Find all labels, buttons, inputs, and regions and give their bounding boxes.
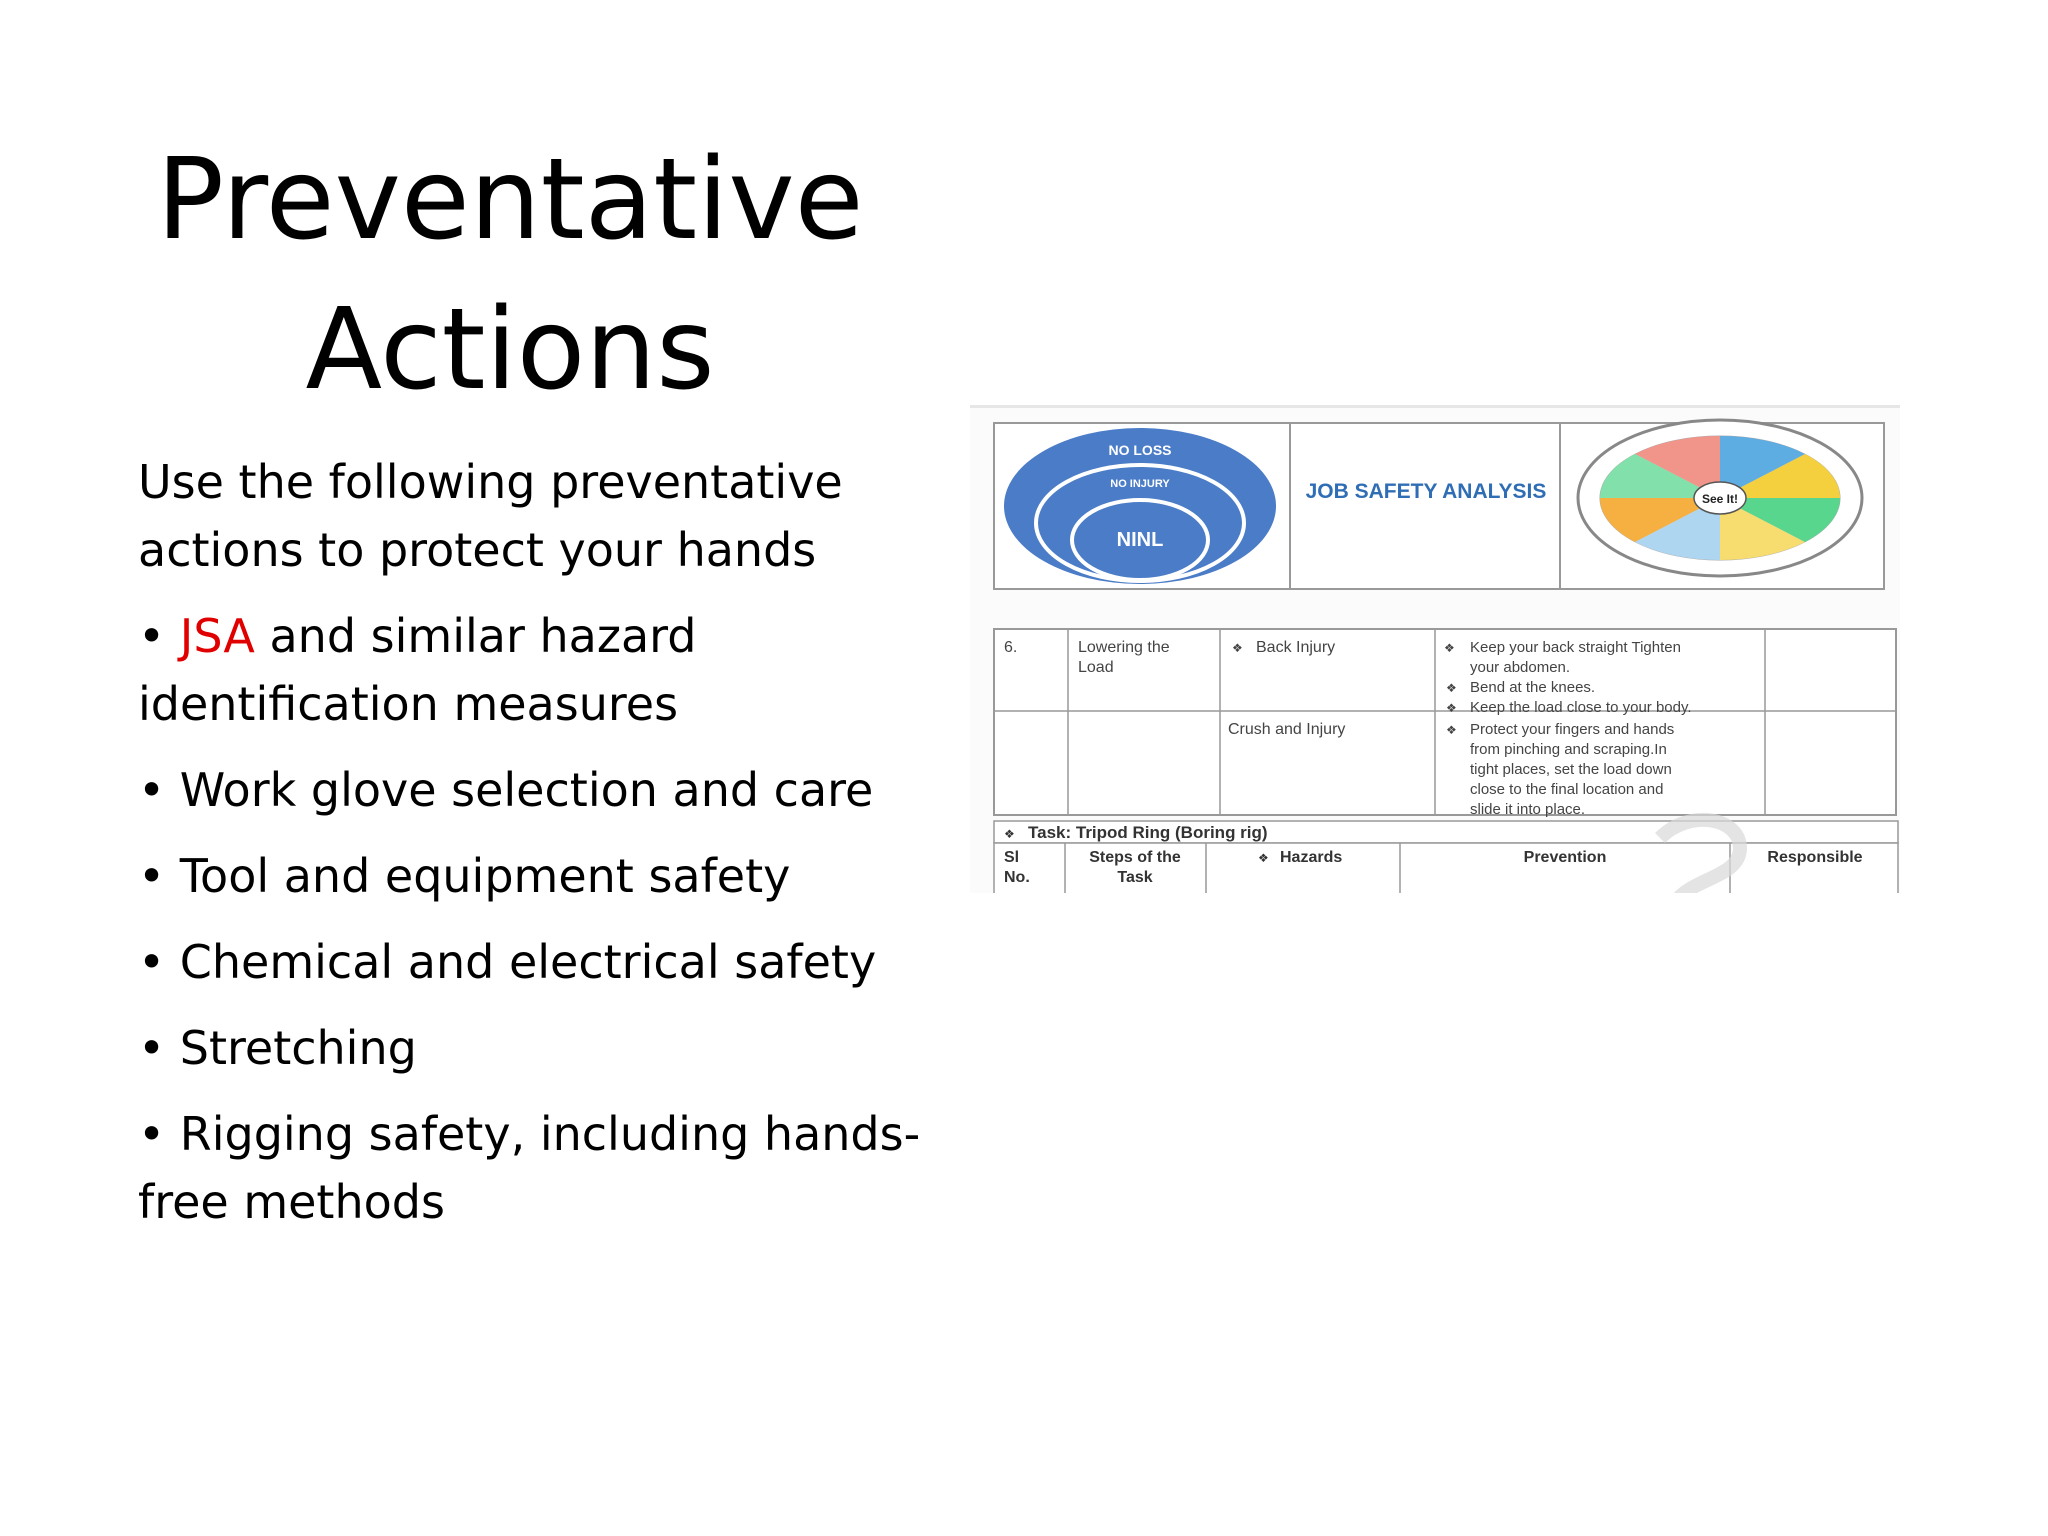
bullet-work-glove (138, 756, 938, 824)
bullet-text: Stretching (179, 1021, 417, 1075)
task-label: Task: Tripod Ring (Boring rig) (1028, 823, 1268, 842)
diamond-icon: ❖ (1446, 723, 1457, 737)
prevention-line: your abdomen. (1470, 659, 1571, 676)
prevention-line: from pinching and scraping.In (1470, 741, 1667, 758)
jsa-document-graphic (970, 408, 1900, 893)
bullet-marker: • (138, 609, 180, 663)
col-header-prevention: Prevention (1523, 849, 1607, 866)
prevention-line: tight places, set the load down (1470, 761, 1672, 778)
col-header-task: Task (1117, 869, 1153, 886)
intro-paragraph (138, 448, 938, 584)
logo-inner-text: NINL (1116, 529, 1164, 551)
bullet-marker: • (138, 935, 180, 989)
wheel-center-text: See It! (1701, 492, 1739, 506)
bullet-marker: • (138, 1107, 180, 1161)
bullet-jsa-rest: and similar hazard (254, 609, 697, 663)
jsa-header-title: JOB SAFETY ANALYSIS (1305, 480, 1547, 503)
ninl-logo (1004, 428, 1276, 584)
bullet-marker: • (138, 763, 180, 817)
bullet-marker: • (138, 1021, 180, 1075)
diamond-icon: ❖ (1232, 641, 1243, 655)
prevention-line: Keep the load close to your body. (1470, 699, 1692, 716)
logo-outer-text: NO LOSS (1108, 442, 1172, 458)
title-line-1: Preventative (156, 135, 864, 266)
step-line-2: Load (1078, 659, 1114, 676)
title-line-2: Actions (305, 285, 715, 416)
bullet-jsa (138, 602, 938, 738)
hazard-back-injury: Back Injury (1256, 639, 1336, 656)
bullet-jsa-line-1 (138, 602, 938, 670)
step-line-1: Lowering the (1078, 639, 1170, 656)
prevention-line: close to the final location and (1470, 781, 1664, 798)
jsa-table (994, 629, 1898, 893)
bullet-stretching (138, 1014, 938, 1082)
col-header-steps: Steps of the (1089, 849, 1181, 866)
prevention-line: Protect your fingers and hands (1470, 721, 1675, 738)
slide-title (60, 125, 960, 425)
diamond-icon: ❖ (1258, 851, 1269, 865)
jsa-document-image (970, 405, 1900, 893)
diamond-icon: ❖ (1444, 641, 1455, 655)
diamond-icon: ❖ (1446, 681, 1457, 695)
bullet-chemical-safety (138, 928, 938, 996)
prevention-line: Keep your back straight Tighten (1470, 639, 1681, 656)
bullet-marker: • (138, 849, 180, 903)
col-header-hazards: Hazards (1280, 849, 1343, 866)
see-it-wheel-icon (1578, 420, 1862, 576)
bullet-text: Chemical and electrical safety (179, 935, 877, 989)
bullet-text: Tool and equipment safety (179, 849, 791, 903)
col-header-sl: Sl (1004, 849, 1020, 866)
bullet-rigging-safety (138, 1100, 938, 1236)
col-header-responsible: Responsible (1767, 849, 1863, 866)
diamond-icon: ❖ (1446, 701, 1457, 715)
slide-body (138, 448, 938, 1254)
bullet-text: Rigging safety, including hands- (179, 1107, 921, 1161)
diamond-icon: ❖ (1004, 827, 1015, 841)
prevention-line: slide it into place. (1470, 801, 1586, 818)
jsa-highlight: JSA (179, 609, 255, 663)
bullet-rigging-line-2: free methods (138, 1175, 445, 1229)
bullet-text: Work glove selection and care (179, 763, 874, 817)
row-number: 6. (1004, 639, 1018, 656)
bullet-jsa-line-2: identification measures (138, 677, 679, 731)
col-header-no: No. (1004, 869, 1030, 886)
intro-line-2: actions to protect your hands (138, 523, 817, 577)
bullet-tool-safety (138, 842, 938, 910)
hazard-crush-injury: Crush and Injury (1228, 721, 1346, 738)
intro-line-1: Use the following preventative (138, 455, 843, 509)
prevention-line: Bend at the knees. (1470, 679, 1596, 696)
logo-middle-text: NO INJURY (1110, 478, 1170, 490)
